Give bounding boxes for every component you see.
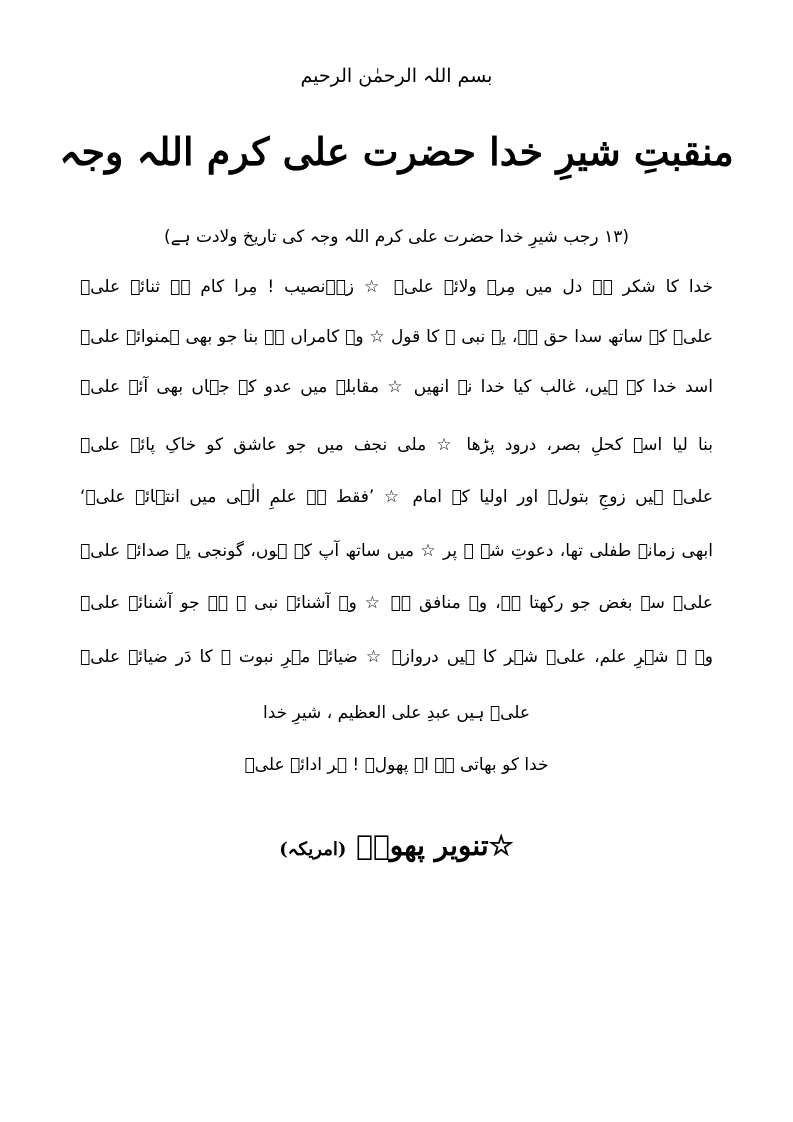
poet-location: (امریکہ) bbox=[279, 839, 347, 860]
page-subtitle: (۱۳ رجب شیرِ خدا حضرت علی کرم اللہ وجہ کی تاریخ ولادت ہے) bbox=[164, 227, 629, 247]
poem-line-7: علیؓ سے بغض جو رکھتا ہے، وہ منافق ہے ☆ وہ آشنائے نبی ﷺ ہے جو آشنائے علیؓ bbox=[80, 593, 713, 613]
poem-final-line-2: خدا کو بھاتی ہے اے پھولؔ ! ہر ادائے علیؓ bbox=[244, 755, 549, 775]
page-title: منقبتِ شیرِ خدا حضرت علی کرم اللہ وجہ bbox=[59, 129, 734, 174]
poem-line-4: بنا لیا اسے کحلِ بصر، درود پڑھا ☆ ملی نجف میں جو عاشق کو خاکِ پائے علیؓ bbox=[80, 435, 713, 455]
poem-line-1: خدا کا شکر ہے دل میں مِرے ولائے علیؓ ☆ زہےنصیب ! مِرا کام ہے ثنائے علیؓ bbox=[80, 277, 713, 297]
poem-line-5: علیؓ ہیں زوجِ بتولؓ اور اولیا کے امام ☆ ’فقط ہے علمِ الٰہی میں انتہائے علیؓ‘ bbox=[80, 487, 713, 507]
bismillah-heading: بسم اللہ الرحمٰن الرحیم bbox=[300, 65, 493, 87]
poem-line-2: علیؓ کے ساتھ سدا حق ہے، یہ نبی ﷺ کا قول ☆ وہ کامراں ہے بنا جو بھی ہمنوائے علیؓ bbox=[80, 327, 713, 347]
poet-name: ☆تنویر پھولؔ bbox=[356, 829, 514, 862]
poem-line-3: اسد خدا کے ہیں، غالب کیا خدا نے انھیں ☆ مقابلے میں عدو کے جہاں بھی آئے علیؓ bbox=[80, 377, 713, 397]
poem-line-6: ابھی زمانۂ طفلی تھا، دعوتِ شہ ﷺ پر ☆ میں ساتھ آپ کے ہوں، گونجی یہ صدائے علیؓ bbox=[80, 541, 713, 561]
poem-final-line-1: علیؓ ہیں عبدِ علی العظیم ، شیرِ خدا bbox=[262, 703, 531, 723]
poem-line-8: وہ ﷺ شہرِ علم، علیؓ شہر کا ہیں دروازہ ☆ ضیائے مہرِ نبوت ﷺ کا دَر ضیائے علیؓ bbox=[80, 647, 713, 667]
poet-signature bbox=[0, 826, 793, 870]
